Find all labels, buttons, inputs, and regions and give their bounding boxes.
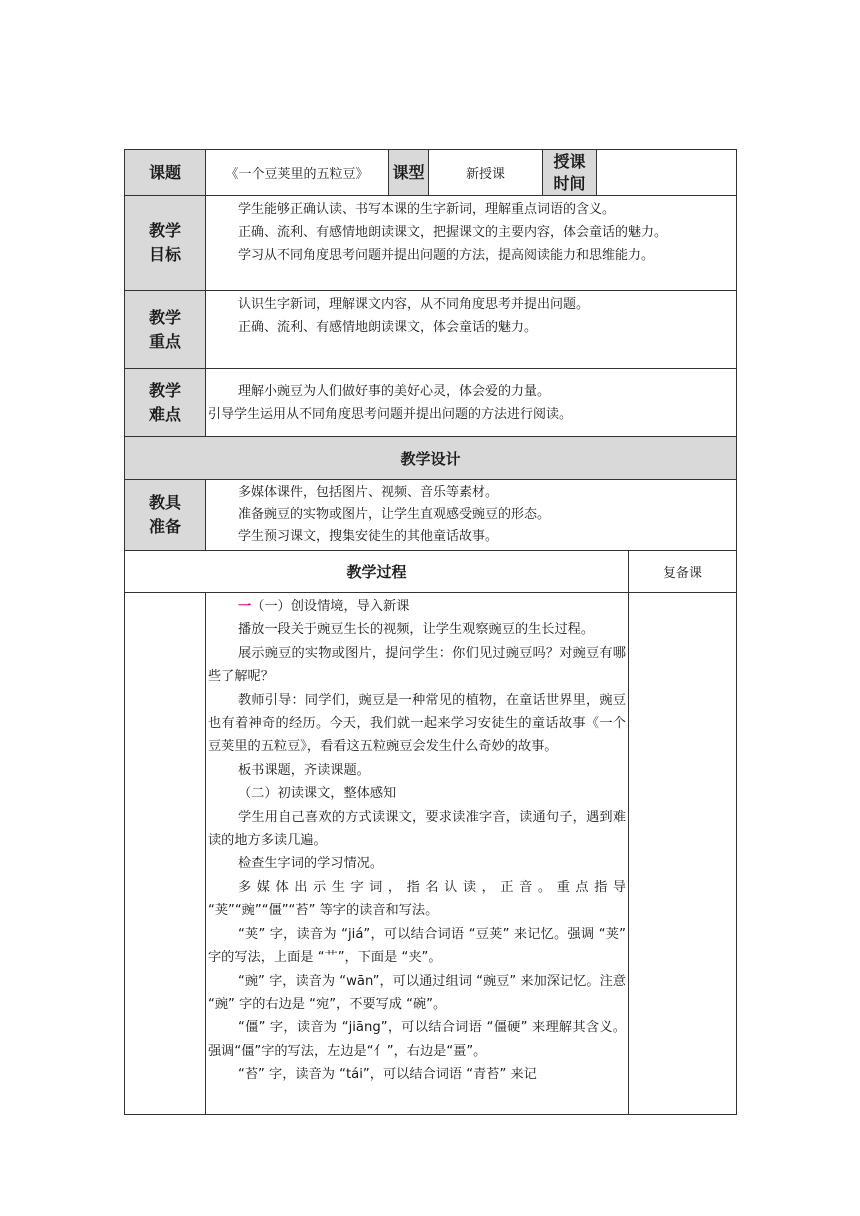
time-value <box>597 150 737 196</box>
tools-row <box>125 480 737 551</box>
tools-label: 教具准备 <box>125 480 206 551</box>
keypoints-row <box>125 291 737 369</box>
label-type: 课型 <box>389 150 429 196</box>
process-body-row <box>125 593 737 1115</box>
process-paragraph: 教师引导：同学们，豌豆是一种常见的植物，在童话世界里，豌豆也有着神奇的经历。今天，我们就一起来学习安徒生的童话故事《一个豆荚里的五粒豆》，看看这五粒豌豆会发生什么奇妙的故事。 <box>208 692 626 755</box>
process-paragraph: 多媒体出示生字词，指名认读，正音。重点指导 “荚”“豌”“僵”“苔” 等字的读音和写法。 <box>208 879 626 919</box>
title-value: 《一个豆荚里的五粒豆》 <box>206 150 389 196</box>
goal-line: 学习从不同角度思考问题并提出问题的方法，提高阅读能力和思维能力。 <box>238 248 655 263</box>
label-time: 授课时间 <box>543 150 597 196</box>
process-paragraph: 检查生字词的学习情况。 <box>238 856 384 872</box>
process-left-blank <box>125 593 206 1115</box>
lesson-plan <box>124 149 736 1115</box>
process-side-blank <box>629 593 737 1115</box>
process-paragraph: 展示豌豆的实物或图片，提问学生：你们见过豌豆吗？对豌豆有哪些了解呢？ <box>208 645 626 685</box>
type-value: 新授课 <box>429 150 543 196</box>
keypoint-line: 正确、流利、有感情地朗读课文，体会童话的魅力。 <box>238 320 538 335</box>
design-row <box>125 437 737 480</box>
goals-row <box>125 196 737 291</box>
process-paragraph: “僵” 字，读音为 “jiāng”，可以结合词语 “僵硬” 来理解其含义。强调“僵”字的写法，左边是“亻”，右边是“畺”。 <box>208 1020 626 1059</box>
tool-line: 学生预习课文，搜集安徒生的其他童话故事。 <box>238 529 499 544</box>
process-paragraph: 播放一段关于豌豆生长的视频，让学生观察豌豆的生长过程。 <box>238 622 595 638</box>
process-side-label: 复备课 <box>629 551 737 593</box>
process-content <box>206 593 629 1115</box>
difficulty-line: 引导学生运用从不同角度思考问题并提出问题的方法进行阅读。 <box>208 406 573 422</box>
header-row <box>125 150 737 196</box>
process-paragraph: （二）初读课文，整体感知 <box>238 786 397 802</box>
goals-label: 教学目标 <box>125 196 206 291</box>
goals-content <box>206 196 737 291</box>
goal-line: 学生能够正确认读、书写本课的生字新词，理解重点词语的含义。 <box>238 202 616 217</box>
label-title: 课题 <box>125 150 206 196</box>
design-heading: 教学设计 <box>125 437 737 480</box>
keypoints-label: 教学重点 <box>125 291 206 369</box>
goal-line: 正确、流利、有感情地朗读课文，把握课文的主要内容，体会童话的魅力。 <box>238 225 668 240</box>
process-paragraph: “豌” 字，读音为 “wān”，可以通过组词 “豌豆” 来加深记忆。注意 “豌” 字的右边是 “宛”，不要写成 “碗”。 <box>208 973 626 1012</box>
difficulties-row <box>125 369 737 437</box>
difficulties-content <box>206 369 737 437</box>
lesson-plan-table <box>124 149 737 1115</box>
tool-line: 多媒体课件，包括图片、视频、音乐等素材。 <box>238 485 499 500</box>
process-heading-row <box>125 551 737 593</box>
tool-line: 准备豌豆的实物或图片，让学生直观感受豌豆的形态。 <box>238 507 551 522</box>
difficulty-line: 理解小豌豆为人们做好事的美好心灵，体会爱的力量。 <box>238 383 551 399</box>
difficulties-label: 教学难点 <box>125 369 206 437</box>
keypoints-content <box>206 291 737 369</box>
tools-content <box>206 480 737 551</box>
process-paragraph: 一（一）创设情境，导入新课 <box>238 599 410 614</box>
process-paragraph: “荚” 字，读音为 “jiá”，可以结合词语 “豆荚” 来记忆。强调 “荚” 字的写法，上面是 “艹”，下面是 “夹”。 <box>208 926 626 966</box>
process-paragraph: 板书课题，齐读课题。 <box>238 762 370 778</box>
process-paragraph: “苔” 字，读音为 “tái”，可以结合词语 “青苔” 来记 <box>238 1067 537 1083</box>
keypoint-line: 认识生字新词，理解课文内容，从不同角度思考并提出问题。 <box>238 297 590 312</box>
process-heading: 教学过程 <box>125 551 629 593</box>
process-paragraph: 学生用自己喜欢的方式读课文，要求读准字音，读通句子，遇到难读的地方多读几遍。 <box>208 809 626 849</box>
section-mark: 一 <box>238 599 252 614</box>
